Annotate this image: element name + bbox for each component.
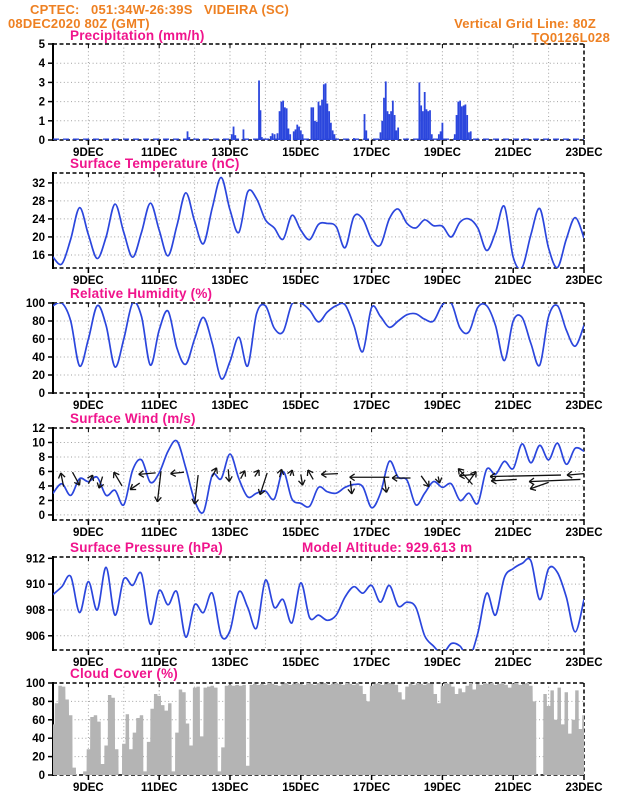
wind-arrow-head	[97, 482, 99, 488]
x-tick-label: 11DEC	[140, 400, 178, 412]
wind-arrow-head	[386, 487, 389, 492]
x-tick-label: 23DEC	[565, 400, 603, 412]
y-tick-label: 910	[25, 579, 45, 592]
precip-bar	[457, 102, 459, 140]
cloud-area	[51, 683, 585, 775]
precip-bar	[280, 102, 282, 140]
x-tick-label: 11DEC	[140, 147, 178, 159]
precip-bar	[459, 101, 461, 140]
precip-bar	[390, 111, 392, 140]
x-tick-label: 15DEC	[282, 400, 320, 412]
precip-bar	[270, 136, 272, 140]
precip-bar	[466, 115, 468, 140]
precip-bar	[387, 111, 389, 140]
precip-bar	[284, 107, 286, 140]
precip-bar	[323, 84, 325, 140]
wind-arrow-head	[292, 470, 293, 476]
x-tick-label: 9DEC	[73, 147, 104, 159]
x-tick-label: 13DEC	[211, 147, 249, 159]
y-tick-label: 0	[38, 509, 45, 522]
precip-bar	[288, 128, 290, 140]
precip-bar	[424, 92, 426, 140]
x-tick-label: 15DEC	[282, 147, 320, 159]
wind-arrow-head	[245, 471, 246, 477]
y-tick-label: 0	[38, 135, 45, 147]
x-tick-label: 23DEC	[565, 275, 603, 287]
header-run-datetime: 08DEC2020 80Z (GMT)	[8, 16, 150, 31]
y-tick-label: 80	[32, 696, 45, 709]
x-tick-label: 9DEC	[73, 527, 104, 539]
wind-arrow-head	[155, 497, 158, 502]
x-tick-label: 23DEC	[565, 527, 603, 539]
x-tick-label: 17DEC	[353, 400, 391, 412]
wind-arrow-head	[139, 474, 144, 477]
x-tick-label: 15DEC	[282, 527, 320, 539]
panel-relative-humidity	[26, 298, 603, 412]
precip-bar	[397, 128, 399, 140]
wind-arrow-head	[258, 489, 260, 495]
precip-bar	[326, 104, 328, 140]
x-tick-label: 23DEC	[565, 782, 603, 794]
panel-cloud-cover	[26, 678, 603, 794]
x-tick-label: 9DEC	[73, 657, 104, 669]
x-tick-label: 11DEC	[140, 275, 178, 287]
x-tick-label: 13DEC	[211, 657, 249, 669]
precip-bar	[442, 123, 444, 140]
wind-arrows	[59, 468, 584, 504]
x-tick-label: 17DEC	[353, 527, 391, 539]
y-tick-label: 80	[32, 316, 45, 328]
y-tick-label: 3	[38, 77, 45, 90]
precip-bar	[282, 101, 284, 140]
y-tick-label: 8	[38, 451, 45, 464]
x-tick-label: 15DEC	[282, 782, 320, 794]
x-tick-label: 17DEC	[353, 782, 391, 794]
precip-bar	[286, 108, 288, 140]
x-tick-label: 9DEC	[73, 782, 104, 794]
y-tick-label: 24	[32, 213, 45, 226]
wind-arrow	[321, 474, 338, 475]
x-tick-label: 21DEC	[494, 527, 532, 539]
x-tick-label: 15DEC	[282, 275, 320, 287]
precip-bar	[260, 110, 262, 140]
x-tick-label: 9DEC	[73, 400, 104, 412]
precip-bar	[385, 81, 387, 140]
y-tick-label: 20	[32, 231, 45, 244]
precip-bar	[231, 134, 233, 140]
series-line	[53, 301, 584, 379]
wind-arrow	[490, 475, 561, 476]
y-tick-label: 908	[25, 604, 45, 617]
precip-bar	[311, 107, 313, 140]
precip-bar	[394, 115, 396, 140]
panel-title-precipitation: Precipitation (mm/h)	[70, 28, 205, 43]
precip-bar	[456, 115, 458, 140]
y-tick-label: 5	[38, 39, 45, 51]
wind-arrow-head	[303, 480, 306, 485]
precip-bar	[422, 111, 424, 140]
y-tick-label: 2	[38, 96, 45, 109]
precip-bar	[318, 102, 320, 140]
precip-bar	[426, 109, 428, 140]
x-tick-label: 19DEC	[423, 657, 461, 669]
x-tick-label: 19DEC	[423, 400, 461, 412]
precip-bar	[233, 127, 235, 140]
precip-bar	[465, 104, 467, 140]
y-tick-label: 912	[25, 553, 45, 566]
panel-title-cloud-cover: Cloud Cover (%)	[70, 666, 179, 681]
precip-bar	[429, 110, 431, 140]
y-tick-label: 60	[32, 334, 45, 346]
y-tick-label: 906	[25, 630, 45, 643]
panel-surface-temperature	[32, 172, 602, 287]
x-tick-label: 13DEC	[211, 782, 249, 794]
x-tick-label: 17DEC	[353, 657, 391, 669]
wind-arrow-head	[80, 479, 81, 485]
header-grid-line-label: Vertical Grid Line: 80Z	[454, 16, 596, 31]
x-tick-label: 13DEC	[211, 527, 249, 539]
wind-arrow-head	[459, 476, 464, 479]
panel-title-humidity: Relative Humidity (%)	[70, 286, 213, 301]
precip-bar	[364, 114, 366, 140]
y-tick-label: 60	[32, 714, 45, 727]
y-tick-label: 100	[25, 678, 45, 690]
wind-arrow-head	[217, 468, 218, 474]
y-tick-label: 100	[25, 298, 45, 310]
x-tick-label: 9DEC	[73, 275, 104, 287]
y-tick-label: 4	[38, 58, 45, 71]
x-tick-label: 11DEC	[140, 657, 178, 669]
wind-arrow	[529, 479, 580, 481]
precip-bar	[300, 130, 302, 140]
x-tick-label: 19DEC	[423, 275, 461, 287]
x-tick-label: 11DEC	[140, 527, 178, 539]
wind-arrow-head	[93, 475, 94, 481]
precip-bar	[312, 107, 314, 140]
panel-surface-pressure	[26, 553, 603, 669]
x-tick-label: 17DEC	[353, 147, 391, 159]
x-tick-label: 21DEC	[494, 782, 532, 794]
series-line	[53, 559, 584, 658]
x-tick-label: 21DEC	[494, 275, 532, 287]
wind-arrow-head	[530, 489, 536, 490]
y-tick-label: 4	[38, 480, 45, 493]
header-model-id: TQ0126L028	[531, 30, 610, 45]
wind-arrow-head	[59, 473, 61, 479]
y-tick-label: 40	[32, 733, 45, 746]
precip-bar	[392, 101, 394, 140]
y-tick-label: 12	[32, 423, 45, 435]
precip-bar	[316, 122, 318, 140]
wind-arrow-head	[567, 475, 572, 478]
y-tick-label: 20	[32, 751, 45, 764]
precip-bar	[470, 131, 472, 140]
wind-arrow-head	[352, 489, 355, 494]
y-tick-label: 16	[32, 249, 45, 262]
precip-bar	[261, 137, 263, 140]
precip-bar	[381, 121, 383, 140]
precip-bar	[383, 98, 385, 140]
precip-bar	[418, 82, 420, 140]
x-tick-label: 19DEC	[423, 147, 461, 159]
wind-arrow-head	[171, 474, 176, 477]
precip-bar	[321, 100, 323, 140]
precip-bar	[319, 105, 321, 140]
y-tick-label: 1	[38, 115, 45, 128]
x-tick-label: 11DEC	[140, 782, 178, 794]
x-tick-label: 23DEC	[565, 657, 603, 669]
precip-bar	[298, 127, 300, 140]
precip-bar	[289, 134, 291, 140]
x-tick-label: 23DEC	[565, 147, 603, 159]
precip-bar	[296, 125, 298, 140]
header-station-line: CPTEC: 051:34W-26:39S VIDEIRA (SC)	[30, 2, 289, 17]
x-tick-label: 15DEC	[282, 657, 320, 669]
y-tick-label: 0	[38, 770, 45, 782]
x-tick-label: 13DEC	[211, 400, 249, 412]
y-tick-label: 20	[32, 370, 45, 382]
wind-arrow-head	[440, 477, 442, 483]
x-tick-label: 17DEC	[353, 275, 391, 287]
y-tick-label: 0	[38, 388, 45, 400]
precip-bar	[431, 134, 433, 140]
precip-bar	[427, 111, 429, 140]
x-tick-label: 21DEC	[494, 657, 532, 669]
panel-subtitle-model-altitude: Model Altitude: 929.613 m	[302, 540, 473, 555]
panel-title-wind: Surface Wind (m/s)	[70, 411, 196, 426]
wind-arrow-head	[458, 469, 459, 475]
y-tick-label: 32	[32, 177, 45, 190]
x-tick-label: 13DEC	[211, 275, 249, 287]
precip-bar	[328, 111, 330, 140]
precip-bar	[388, 114, 390, 140]
precip-bar	[463, 105, 465, 140]
panel-title-temperature: Surface Temperature (nC)	[70, 156, 240, 171]
precip-bar	[325, 83, 327, 140]
y-tick-label: 2	[38, 495, 45, 508]
x-tick-label: 21DEC	[494, 147, 532, 159]
panel-surface-wind	[32, 423, 602, 539]
precip-bar	[380, 132, 382, 140]
x-tick-label: 19DEC	[423, 782, 461, 794]
x-tick-label: 19DEC	[423, 527, 461, 539]
y-tick-label: 28	[32, 195, 45, 208]
precip-bar	[420, 105, 422, 140]
y-tick-label: 10	[32, 437, 45, 450]
precip-bar	[279, 111, 281, 140]
precip-bar	[330, 123, 332, 140]
precip-bar	[314, 121, 316, 140]
y-tick-label: 40	[32, 352, 45, 364]
precip-bar	[295, 129, 297, 140]
x-tick-label: 21DEC	[494, 400, 532, 412]
precip-bar	[461, 106, 463, 140]
precip-bar	[440, 131, 442, 140]
precip-bar	[243, 129, 245, 140]
y-tick-label: 6	[38, 466, 45, 479]
panel-precipitation	[39, 39, 603, 159]
panel-title-pressure: Surface Pressure (hPa)	[70, 540, 223, 555]
